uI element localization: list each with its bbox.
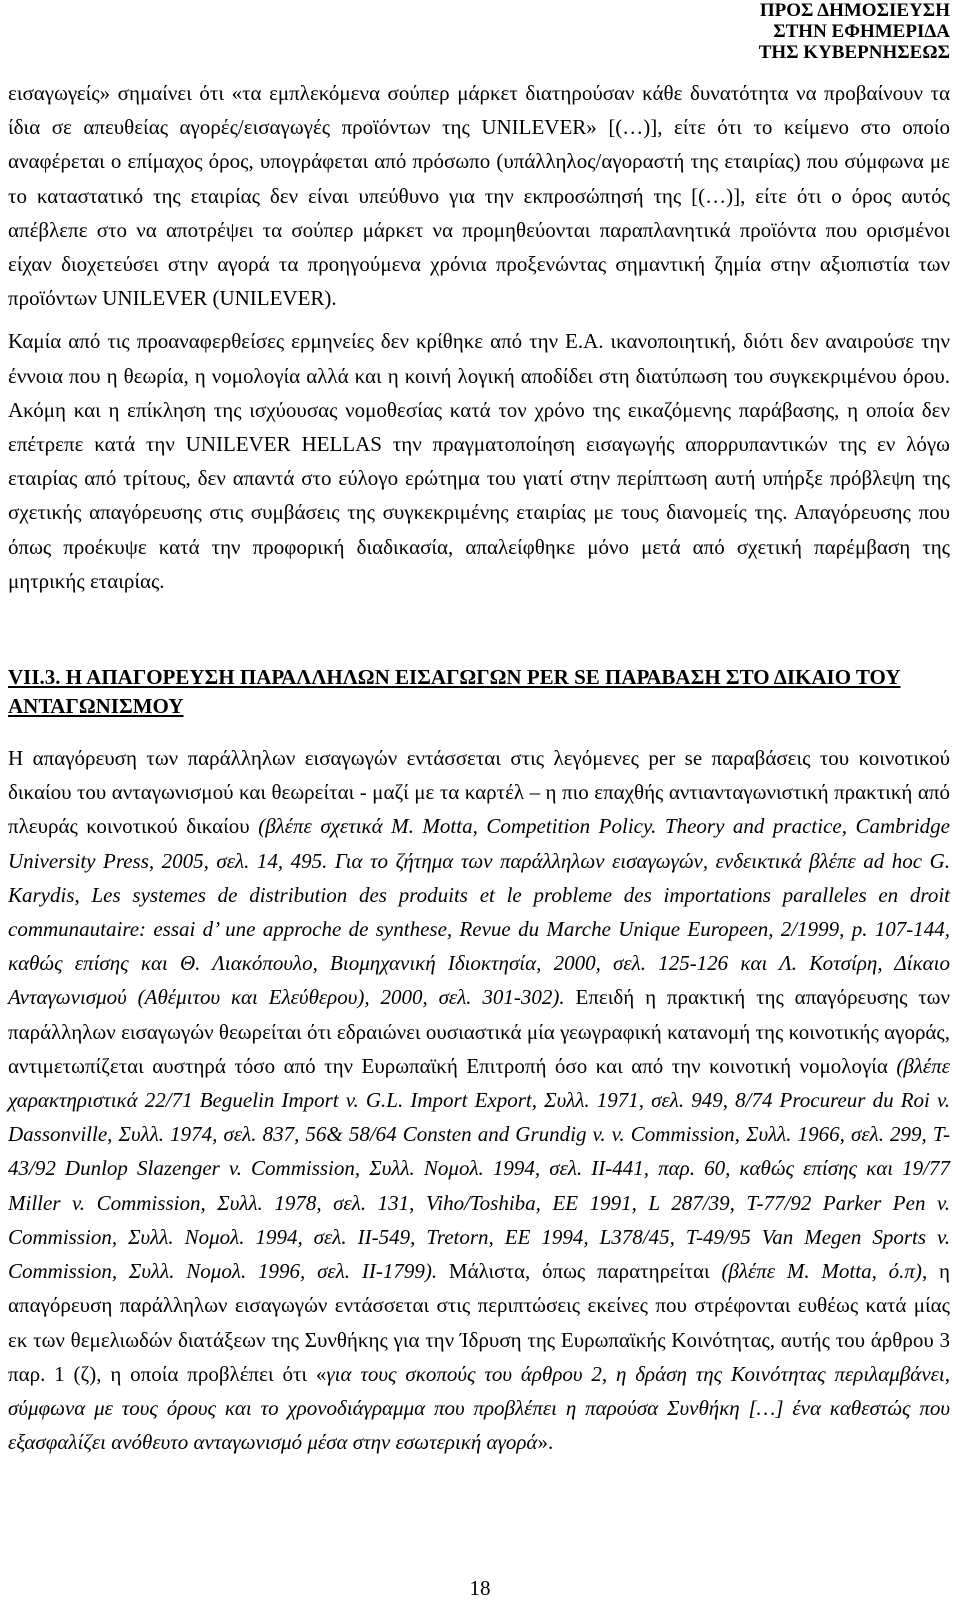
text-run: Η απαγόρευση των παράλληλων εισαγωγών εντάσσεται στις λεγόμενες per se παραβάσεις του κοινοτικού δικαίου του ανταγωνισμού και θεωρείται - μαζί με τα καρτέλ – η πιο επαχθής αντιανταγωνιστική πρακτική από πλευράς κοινοτικού δικαίου — [8, 746, 950, 839]
header-line-1: ΠΡΟΣ ΔΗΜΟΣΙΕΥΣΗ — [759, 0, 950, 21]
text-run: Επειδή η πρακτική της απαγόρευσης των παράλληλων εισαγωγών θεωρείται ότι εδραιώνει ουσιαστικά μία γεωγραφική κατανομή της κοινοτικής αγοράς, αντιμετωπίζεται αυστηρά τόσο από την Ευρωπαϊκή Επιτροπή όσο και από την κοινοτική νομολογία — [8, 985, 950, 1078]
text-run: ». — [537, 1430, 554, 1455]
quote-run: για τους σκοπούς του άρθρου 2, η δράση της Κοινότητας περιλαμβάνει, σύμφωνα με τους όρους και το χρονοδιάγραμμα που προβλέπει η παρούσα Συνθήκη […] ένα καθεστώς που εξασφαλίζει ανόθευτο ανταγωνισμό μέσα στην εσωτερική αγορά — [8, 1361, 950, 1455]
header-line-2: ΣΤΗΝ ΕΦΗΜΕΡΙΔΑ — [773, 21, 950, 42]
citation-run: (βλέπε σχετικά M. Motta, Competition Policy. Theory and practice, Cambridge University Press, 2005, σελ. 14, 495. Για το ζήτημα των παράλληλων εισαγωγών, ενδεικτικά βλέπε ad hoc G. Karydis, Les systemes de distribution des produits et le probleme des importations paralleles en droit communautaire: essai d’ une approche de synthese, Revue du Marche Unique Europeen, 2/1999, p. 107-144, καθώς επίσης και Θ. Λιακόπουλο, Βιομηχανική Ιδιοκτησία, 2000, σελ. 125-126 και Λ. Κοτσίρη, Δίκαιο Ανταγωνισμού (Αθέμιτου και Ελεύθερου), 2000, σελ. 301-302). — [8, 814, 950, 1010]
citation-run: (βλέπε M. Motta, ό.π) — [721, 1259, 922, 1284]
paragraph-continuation: εισαγωγείς» σημαίνει ότι «τα εμπλεκόμενα σούπερ μάρκετ διατηρούσαν κάθε δυνατότητα να προβαίνουν τα ίδια σε απευθείας αγορές/εισαγωγές προϊόντων της UNILEVER» [(…)], είτε ότι το κείμενο στο οποίο αναφέρεται ο επίμαχος όρος, υπογράφεται από πρόσωπο (υπάλληλος/αγοραστή της εταιρίας) που σύμφωνα με το καταστατικό της εταιρίας δεν είναι υπεύθυνο για την εκπροσώπησή της [(…)], είτε ότι ο όρος αυτός απέβλεπε στο να αποτρέψει τα σούπερ μάρκετ να προμηθεύονται παραπλανητικά προϊόντα που ορισμένοι είχαν διοχετεύσει στην αγορά τα προηγούμενα χρόνια προξενώντας σημαντική ζημία στην αξιοπιστία των προϊόντων UNILEVER (UNILEVER). — [8, 81, 950, 311]
publication-header — [759, 0, 950, 63]
paragraph-interpretations: Καμία από τις προαναφερθείσες ερμηνείες δεν κρίθηκε από την Ε.Α. ικανοποιητική, διότι δεν αναιρούσε την έννοια που η θεωρία, η νομολογία αλλά και η κοινή λογική αποδίδει στη διατύπωση του συγκεκριμένου όρου. Ακόμη και η επίκληση της ισχύουσας νομοθεσίας κατά τον χρόνο της εικαζόμενης παράβασης, η οποία δεν επέτρεπε κατά την UNILEVER HELLAS την πραγματοποίηση εισαγωγής απορρυπαντικών της εν λόγω εταιρίας από τρίτους, δεν απαντά στο εύλογο ερώτημα του γιατί στην περίπτωση αυτή υπήρξε πρόβλεψη της σχετικής απαγόρευσης στις συμβάσεις της συγκεκριμένης εταιρίας με τους διανομείς της. Απαγόρευσης που όπως προέκυψε κατά την προφορική διαδικασία, απαλείφθηκε μόνο μετά από σχετική παρέμβαση της μητρικής εταιρίας. — [8, 329, 950, 593]
text-run: , η απαγόρευση παράλληλων εισαγωγών εντάσσεται στις περιπτώσεις εκείνες που στρέφονται ευθέως κατά μίας εκ των θεμελιωδών διατάξεων της Συνθήκης για την Ίδρυση της Ευρωπαϊκής Κοινότητας, αυτής του άρθρου 3 παρ. 1 (ζ), η οποία προβλέπει ότι « — [8, 1259, 950, 1386]
header-line-3: ΤΗΣ ΚΥΒΕΡΝΗΣΕΩΣ — [758, 42, 950, 63]
text-run: Μάλιστα, όπως παρατηρείται — [437, 1259, 722, 1284]
page-number: 18 — [469, 1576, 491, 1600]
document-body — [8, 76, 950, 1459]
paragraph-parallel-imports — [8, 741, 950, 1459]
citation-run: (βλέπε χαρακτηριστικά 22/71 Beguelin Import v. G.L. Import Export, Συλλ. 1971, σελ. 949, 8/74 Procureur du Roi v. Dassonville, Συλλ. 1974, σελ. 837, 56& 58/64 Consten and Grundig v. v. Commission, Συλλ. 1966, σελ. 299, T-43/92 Dunlop Slazenger v. Commission, Συλλ. Νομολ. 1994, σελ. II-441, παρ. 60, καθώς επίσης και 19/77 Miller v. Commission, Συλλ. 1978, σελ. 131, Viho/Toshiba, EE 1991, L 287/39, T-77/92 Parker Pen v. Commission, Συλλ. Νομολ. 1994, σελ. II-549, Tretorn, EE 1994, L378/45, T-49/95 Van Megen Sports v. Commission, Συλλ. Νομολ. 1996, σελ. II-1799). — [8, 1053, 950, 1284]
section-heading: VII.3. Η ΑΠΑΓΟΡΕΥΣΗ ΠΑΡΑΛΛΗΛΩΝ ΕΙΣΑΓΩΓΩΝ PER SE ΠΑΡΑΒΑΣΗ ΣΤΟ ΔΙΚΑΙΟ ΤΟΥ ΑΝΤΑΓΩΝΙΣΜΟΥ — [8, 665, 901, 719]
